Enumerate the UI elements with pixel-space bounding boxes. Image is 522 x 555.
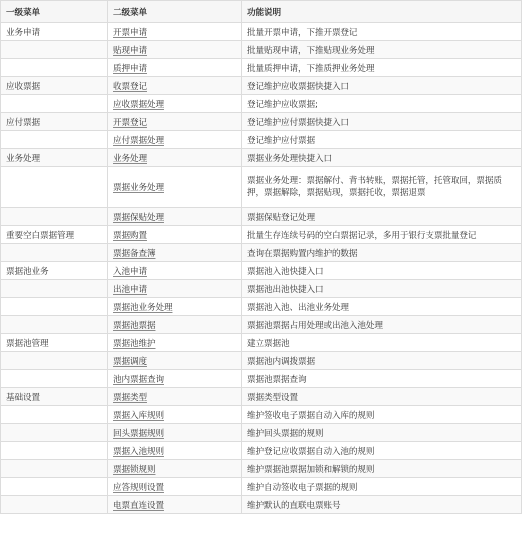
table-row xyxy=(1,208,522,226)
table-row xyxy=(1,59,522,77)
level1-menu-cell: 应付票据 xyxy=(1,113,108,131)
level2-menu-cell xyxy=(108,298,242,316)
function-description-cell: 登记维护应收票据快捷入口 xyxy=(242,77,522,95)
table-header-row xyxy=(1,1,522,23)
table-row xyxy=(1,95,522,113)
function-description-cell: 登记维护应付票据 xyxy=(242,131,522,149)
level2-menu-link[interactable]: 票据调度 xyxy=(113,356,147,367)
level2-menu-cell xyxy=(108,370,242,388)
level1-menu-cell xyxy=(1,496,108,514)
function-description-cell: 票据业务处理：票据解付、背书转账，票据托管，托管取回，票据质押，票据解除，票据贴现，票据托收，票据退票 xyxy=(242,167,522,208)
function-description-cell: 票据池入池快捷入口 xyxy=(242,262,522,280)
function-description-cell: 登记维护应付票据快捷入口 xyxy=(242,113,522,131)
table-row xyxy=(1,334,522,352)
function-description-cell: 查询在票据购置内维护的数据 xyxy=(242,244,522,262)
level2-menu-link[interactable]: 电票直连设置 xyxy=(113,500,164,511)
table-row xyxy=(1,41,522,59)
function-description-cell: 维护回头票据的规则 xyxy=(242,424,522,442)
level2-menu-link[interactable]: 票据池业务处理 xyxy=(113,302,173,313)
level2-menu-link[interactable]: 票据锁规则 xyxy=(113,464,156,475)
level1-menu-cell xyxy=(1,131,108,149)
level2-menu-link[interactable]: 票据购置 xyxy=(113,230,147,241)
level1-menu-cell xyxy=(1,424,108,442)
level2-menu-link[interactable]: 开票登记 xyxy=(113,117,147,128)
table-row xyxy=(1,406,522,424)
function-description-cell: 维护自动签收电子票据的规则 xyxy=(242,478,522,496)
level2-menu-link[interactable]: 票据池维护 xyxy=(113,338,156,349)
level2-menu-link[interactable]: 票据备查簿 xyxy=(113,248,156,259)
table-row xyxy=(1,478,522,496)
level2-menu-cell xyxy=(108,59,242,77)
function-description-cell: 票据池票据占用处理或出池入池处理 xyxy=(242,316,522,334)
level2-menu-cell xyxy=(108,131,242,149)
level2-menu-cell xyxy=(108,113,242,131)
table-row xyxy=(1,131,522,149)
level2-menu-cell xyxy=(108,262,242,280)
level2-menu-cell xyxy=(108,442,242,460)
level1-menu-cell xyxy=(1,167,108,208)
function-description-cell: 批量贴现申请，下推贴现业务处理 xyxy=(242,41,522,59)
level1-menu-cell xyxy=(1,460,108,478)
table-row xyxy=(1,280,522,298)
function-description-cell: 维护签收电子票据自动入库的规则 xyxy=(242,406,522,424)
level1-menu-cell xyxy=(1,280,108,298)
function-description-cell: 票据池票据查询 xyxy=(242,370,522,388)
table-row xyxy=(1,167,522,208)
function-description-cell: 票据池入池、出池业务处理 xyxy=(242,298,522,316)
level2-menu-link[interactable]: 票据入池规则 xyxy=(113,446,164,457)
function-description-cell: 批量开票申请，下推开票登记 xyxy=(242,23,522,41)
table-row xyxy=(1,370,522,388)
level2-menu-cell xyxy=(108,41,242,59)
level1-menu-cell: 重要空白票据管理 xyxy=(1,226,108,244)
level1-menu-cell: 基础设置 xyxy=(1,388,108,406)
level2-menu-link[interactable]: 回头票据规则 xyxy=(113,428,164,439)
function-description-cell: 票据池内调拨票据 xyxy=(242,352,522,370)
table-row xyxy=(1,388,522,406)
function-description-cell: 票据池出池快捷入口 xyxy=(242,280,522,298)
table-row xyxy=(1,298,522,316)
level2-menu-cell xyxy=(108,406,242,424)
level2-menu-cell xyxy=(108,23,242,41)
level2-menu-link[interactable]: 票据业务处理 xyxy=(113,183,164,193)
function-description-cell: 批量生存连续号码的空白票据记录，多用于银行支票批量登记 xyxy=(242,226,522,244)
header-function-description: 功能说明 xyxy=(242,1,522,23)
function-description-cell: 票据保贴登记处理 xyxy=(242,208,522,226)
level2-menu-link[interactable]: 应答规则设置 xyxy=(113,482,164,493)
level2-menu-link[interactable]: 开票申请 xyxy=(113,27,147,38)
level2-menu-link[interactable]: 入池申请 xyxy=(113,266,147,277)
level1-menu-cell xyxy=(1,244,108,262)
level2-menu-link[interactable]: 票据入库规则 xyxy=(113,410,164,421)
level1-menu-cell: 票据池管理 xyxy=(1,334,108,352)
table-body xyxy=(1,23,522,514)
level2-menu-link[interactable]: 应收票据处理 xyxy=(113,99,164,110)
level2-menu-cell xyxy=(108,460,242,478)
function-description-cell: 维护登记应收票据自动入池的规则 xyxy=(242,442,522,460)
level2-menu-cell xyxy=(108,316,242,334)
table-row xyxy=(1,424,522,442)
level2-menu-cell xyxy=(108,244,242,262)
level2-menu-link[interactable]: 池内票据查询 xyxy=(113,374,164,385)
function-description-cell: 登记维护应收票据; xyxy=(242,95,522,113)
level2-menu-link[interactable]: 票据保贴处理 xyxy=(113,212,164,223)
level2-menu-cell xyxy=(108,77,242,95)
level2-menu-link[interactable]: 票据池票据 xyxy=(113,320,156,331)
table-row xyxy=(1,262,522,280)
level2-menu-link[interactable]: 票据类型 xyxy=(113,392,147,403)
level1-menu-cell xyxy=(1,406,108,424)
level2-menu-cell xyxy=(108,226,242,244)
level2-menu-cell xyxy=(108,388,242,406)
level1-menu-cell xyxy=(1,352,108,370)
level2-menu-link[interactable]: 出池申请 xyxy=(113,284,147,295)
level1-menu-cell xyxy=(1,41,108,59)
level2-menu-cell xyxy=(108,280,242,298)
level1-menu-cell xyxy=(1,95,108,113)
table-row xyxy=(1,496,522,514)
level2-menu-cell xyxy=(108,149,242,167)
level2-menu-link[interactable]: 收票登记 xyxy=(113,81,147,92)
level2-menu-link[interactable]: 质押申请 xyxy=(113,63,147,74)
table-row xyxy=(1,23,522,41)
level1-menu-cell xyxy=(1,59,108,77)
level2-menu-cell xyxy=(108,95,242,113)
level2-menu-cell xyxy=(108,208,242,226)
level2-menu-link[interactable]: 业务处理 xyxy=(113,153,147,164)
function-description-cell: 建立票据池 xyxy=(242,334,522,352)
level1-menu-cell xyxy=(1,478,108,496)
function-description-cell: 维护默认的直联电票账号 xyxy=(242,496,522,514)
table-row xyxy=(1,244,522,262)
table-row xyxy=(1,149,522,167)
function-description-cell: 票据业务处理快捷入口 xyxy=(242,149,522,167)
table-row xyxy=(1,352,522,370)
header-level2-menu: 二级菜单 xyxy=(108,1,242,23)
level1-menu-cell xyxy=(1,298,108,316)
level1-menu-cell: 票据池业务 xyxy=(1,262,108,280)
level1-menu-cell: 业务申请 xyxy=(1,23,108,41)
level2-menu-cell xyxy=(108,334,242,352)
level2-menu-cell xyxy=(108,167,242,208)
level2-menu-link[interactable]: 贴现申请 xyxy=(113,45,147,56)
table-row xyxy=(1,442,522,460)
table-row xyxy=(1,113,522,131)
level1-menu-cell xyxy=(1,442,108,460)
function-description-cell: 票据类型设置 xyxy=(242,388,522,406)
level1-menu-cell: 业务处理 xyxy=(1,149,108,167)
table-row xyxy=(1,316,522,334)
level1-menu-cell xyxy=(1,316,108,334)
function-description-cell: 批量质押申请，下推质押业务处理 xyxy=(242,59,522,77)
level1-menu-cell xyxy=(1,208,108,226)
function-description-cell: 维护票据池票据加锁和解锁的规则 xyxy=(242,460,522,478)
level1-menu-cell xyxy=(1,370,108,388)
table-row xyxy=(1,460,522,478)
level1-menu-cell: 应收票据 xyxy=(1,77,108,95)
table-row xyxy=(1,226,522,244)
level2-menu-cell xyxy=(108,496,242,514)
level2-menu-link[interactable]: 应付票据处理 xyxy=(113,135,164,146)
level2-menu-cell xyxy=(108,352,242,370)
level2-menu-cell xyxy=(108,478,242,496)
level2-menu-cell xyxy=(108,424,242,442)
table-row xyxy=(1,77,522,95)
header-level1-menu: 一级菜单 xyxy=(1,1,108,23)
